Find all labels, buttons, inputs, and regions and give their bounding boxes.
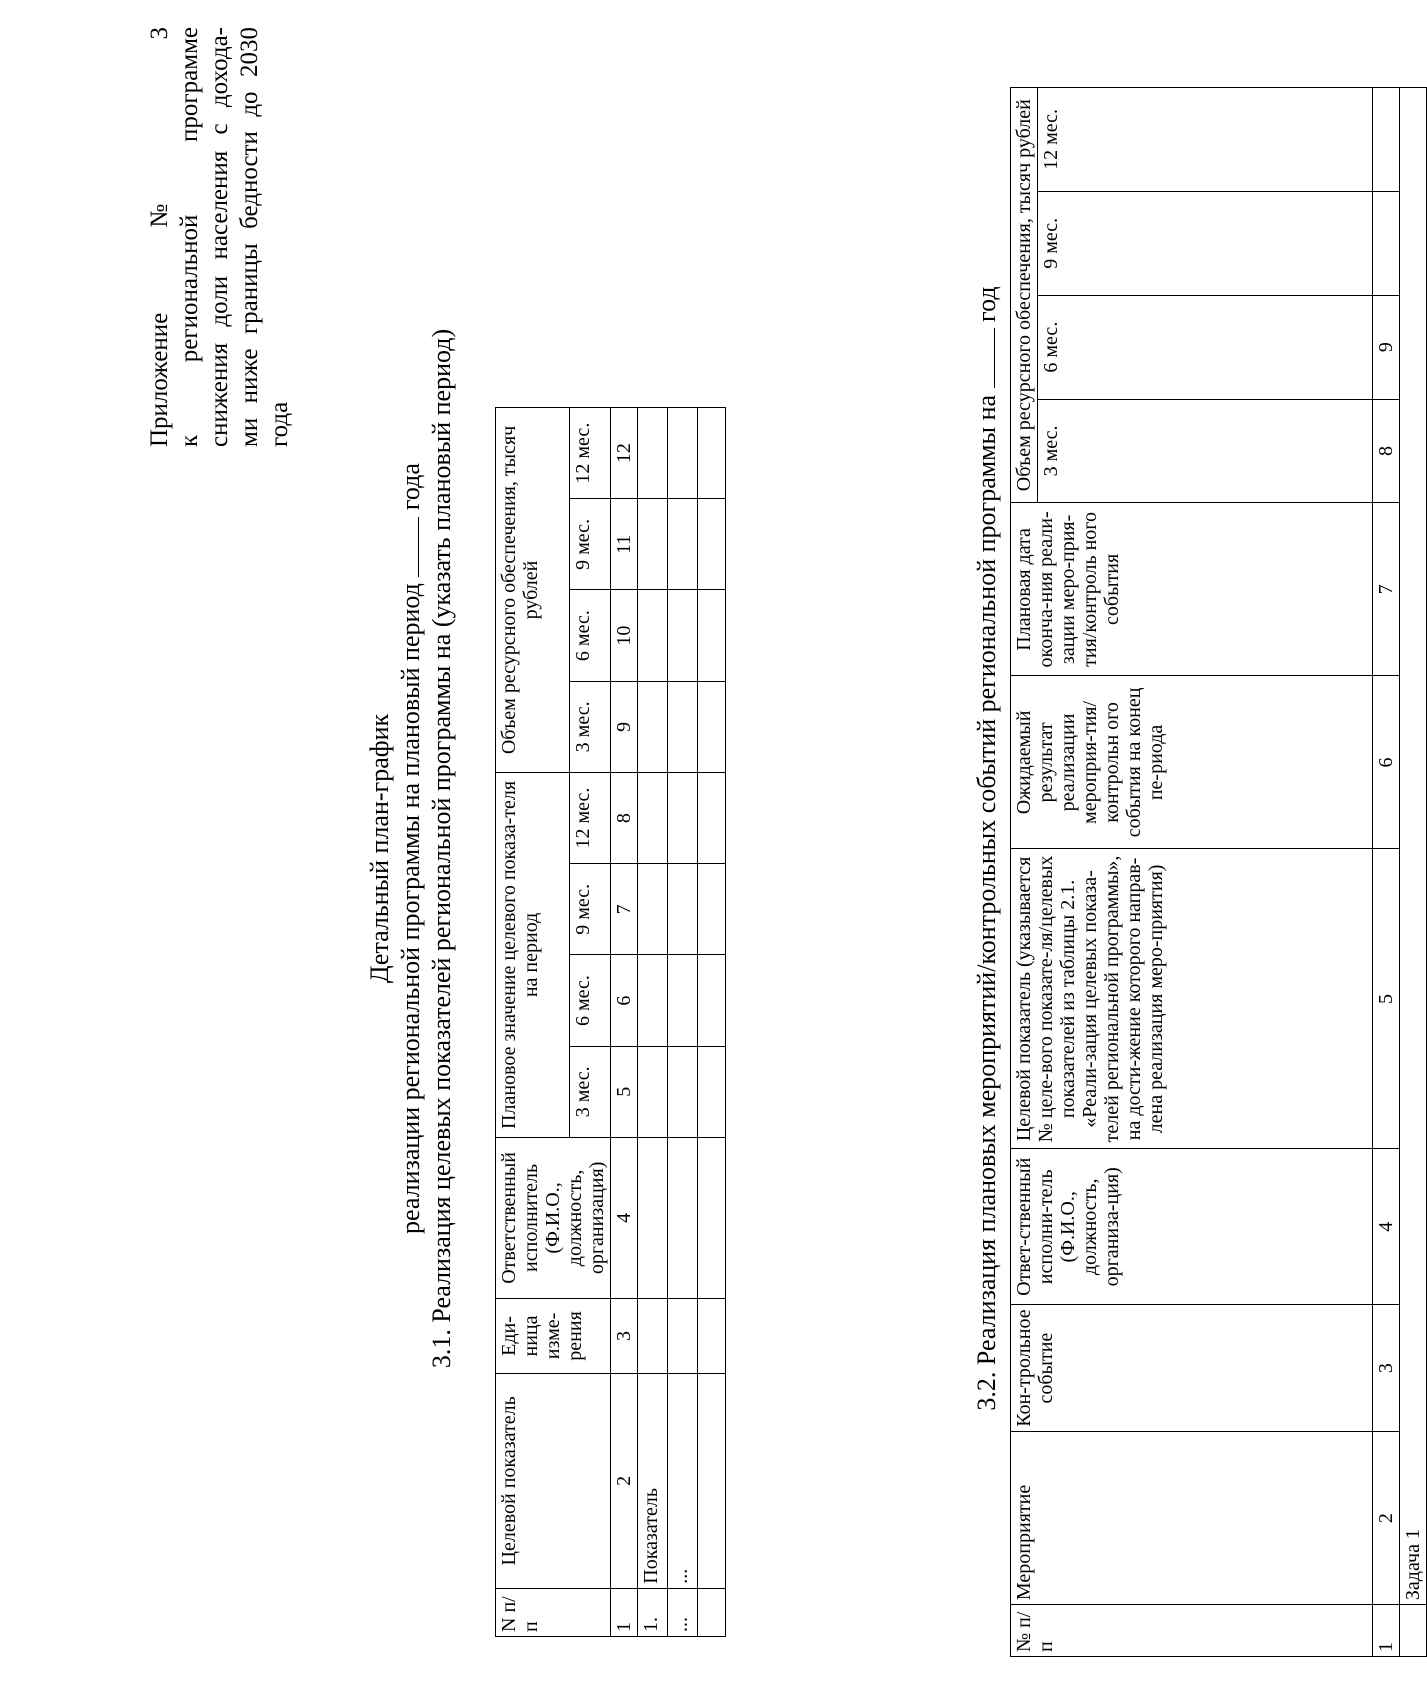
col-expected: Ожидаемый результат реализации мероприя-тия/контрольн ого события на конец пе-риода [1011,676,1373,849]
table-row: 1. Показатель [638,408,668,1637]
col-m9: 9 мес. [1038,191,1373,295]
appendix-note [145,27,295,447]
col-date: Плановая дата оконча-ния реали-зации меро-прия-тия/контроль ного события [1011,503,1373,676]
table-row: ... ... [668,408,698,1637]
table-row-numbers: 1 2 3 4 5 6 7 8 9 10 11 12 [611,408,638,1637]
col-m6: 6 мес. [570,590,611,681]
col-indicator: Целевой показатель [496,1374,611,1589]
events-table [1010,87,1427,1657]
col-num: № п/п [1011,1605,1373,1657]
indicators-table [495,407,726,1637]
col-m12: 12 мес. [570,408,611,499]
col-m12: 12 мес. [570,772,611,863]
col-m9: 9 мес. [570,864,611,955]
col-responsible: Ответственный исполнитель (Ф.И.О., должность, организация) [496,1137,611,1298]
col-m9: 9 мес. [570,499,611,590]
appendix-line-4: ми ниже границы бедности до 2030 [236,27,263,447]
appendix-line-2: к региональной программе [176,27,203,447]
col-num: N п/п [496,1588,611,1636]
col-control: Кон-трольное событие [1011,1305,1373,1432]
col-planned: Плановое значение целевого показа-теля на период [496,772,570,1137]
section1-title: 3.1. Реализация целевых показателей региональной программы на (указать плановый период) [427,328,456,1369]
table-row [698,408,726,1637]
col-m3: 3 мес. [570,1046,611,1137]
col-m12: 12 мес. [1038,88,1373,192]
col-indicator: Целевой показатель (указывается № целе-вого показате-ля/целевых показателей из таблицы 2.1. «Реали-зация целевых показа-телей региональной программы», на дости-жение которого направ-лена реализация меро-приятия) [1011,849,1373,1149]
col-responsible: Ответ-ственный исполни-тель (Ф.И.О., должность, организа-ция) [1011,1149,1373,1305]
blank-line [972,328,995,388]
task-row-label: Задача 1 [1400,88,1427,1605]
col-resource: Объем ресурсного обеспечения, тысяч рублей [1011,88,1038,503]
col-m6: 6 мес. [1038,295,1373,399]
table-row-numbers: 1 2 3 4 5 6 7 8 9 [1373,88,1400,1657]
blank-line [396,517,419,577]
document-subtitle: реализации региональной программы на плановый период года [396,463,425,1234]
col-m6: 6 мес. [570,955,611,1046]
appendix-line-5: года [266,401,293,447]
appendix-line-3: снижения доли населения с дохода- [206,27,233,447]
section2-title: 3.2. Реализация плановых мероприятий/контрольных событий региональной программы на год [972,286,1001,1411]
col-resource: Объем ресурсного обеспечения, тысяч рублей [496,408,570,773]
appendix-line-1: Приложение № 3 [146,27,173,447]
col-unit: Еди-ница изме-рения [496,1298,611,1373]
col-event: Мероприятие [1011,1432,1373,1605]
document-title: Детальный план-график [365,713,394,984]
col-m3: 3 мес. [570,681,611,772]
table-row [1400,88,1427,1657]
col-m3: 3 мес. [1038,399,1373,503]
